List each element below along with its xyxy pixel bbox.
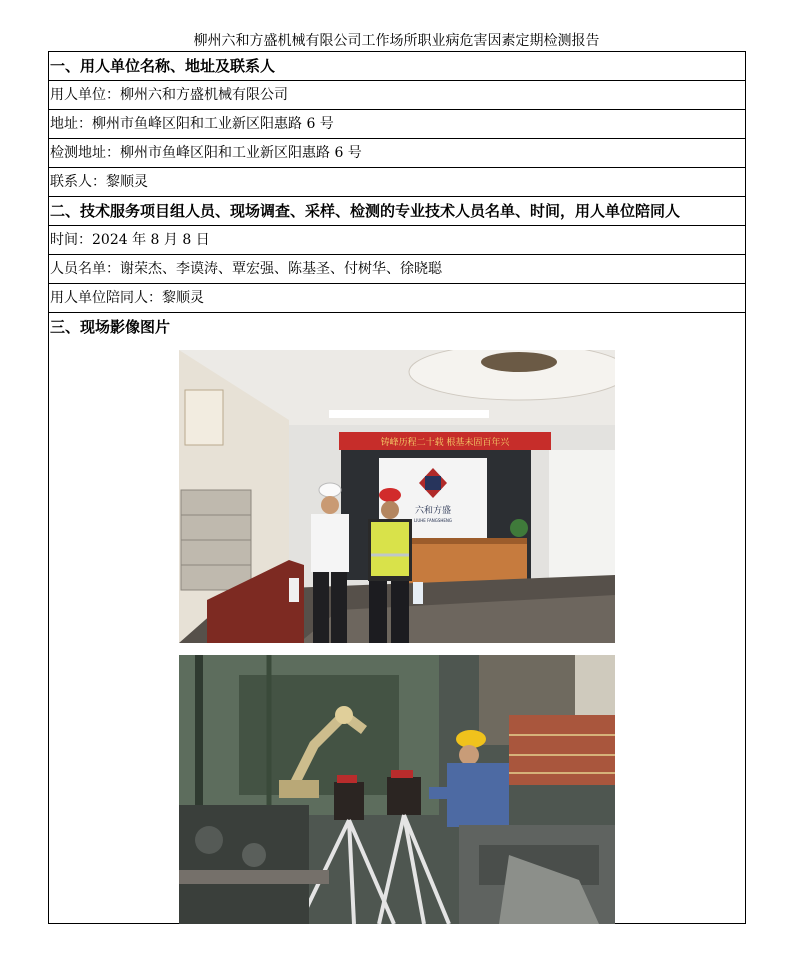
- survey-time: 时间：2024 年 8 月 8 日: [49, 226, 745, 255]
- report-form: [48, 51, 746, 924]
- test-address: 检测地址：柳州市鱼峰区阳和工业新区阳惠路 6 号: [49, 139, 745, 168]
- employer-address: 地址：柳州市鱼峰区阳和工业新区阳惠路 6 号: [49, 110, 745, 139]
- workshop-photo: [179, 655, 615, 924]
- section1-heading: 一、用人单位名称、地址及联系人: [49, 52, 745, 81]
- contact-person: 联系人：黎顺灵: [49, 168, 745, 197]
- lobby-photo: [179, 350, 615, 643]
- section2-heading: 二、技术服务项目组人员、现场调查、采样、检测的专业技术人员名单、时间，用人单位陪同人: [49, 197, 745, 226]
- document-title: 柳州六和方盛机械有限公司工作场所职业病危害因素定期检测报告: [193, 33, 600, 49]
- lobby-banner-text: 铸峰历程二十载 根基未固百年兴: [380, 438, 510, 448]
- staff-list: 人员名单：谢荣杰、李谟涛、覃宏强、陈基圣、付树华、徐晓聪: [49, 255, 745, 284]
- lobby-logo-pinyin: LIUHE FANGSHENG: [413, 518, 453, 523]
- lobby-logo-name: 六和方盛: [414, 506, 452, 516]
- employer-unit: 用人单位：柳州六和方盛机械有限公司: [49, 81, 745, 110]
- site-photos: [49, 342, 745, 924]
- section3-heading: 三、现场影像图片: [50, 318, 171, 336]
- employer-companion: 用人单位陪同人：黎顺灵: [49, 284, 745, 313]
